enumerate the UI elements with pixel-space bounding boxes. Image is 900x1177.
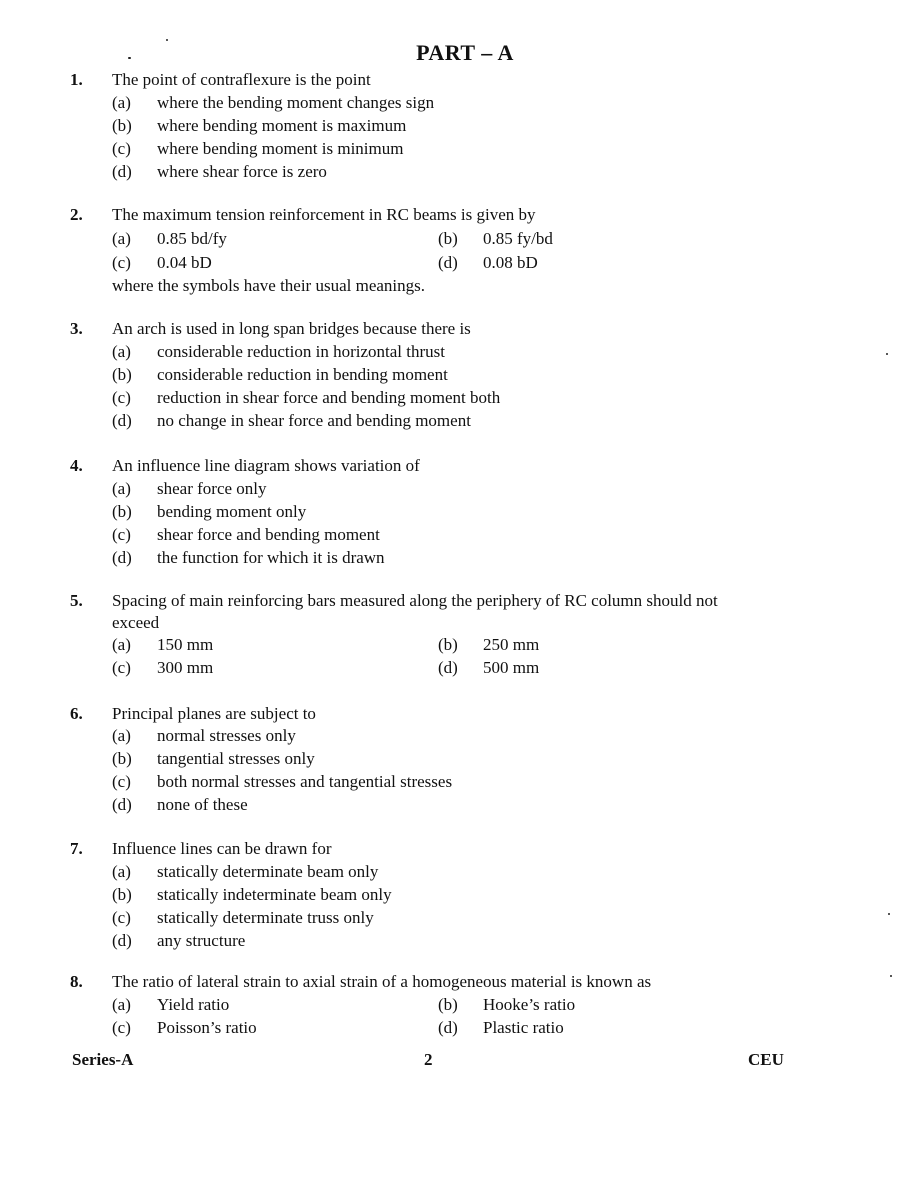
option-text: Poisson’s ratio	[157, 1018, 257, 1037]
option-text: statically indeterminate beam only	[157, 885, 392, 904]
option-text: 300 mm	[157, 658, 214, 677]
option-text: any structure	[157, 931, 246, 950]
option-row	[112, 228, 712, 251]
option-row	[112, 115, 712, 138]
option-b[interactable]	[438, 634, 539, 657]
option-row	[112, 364, 712, 387]
option-label: (c)	[112, 658, 131, 677]
option-row	[112, 387, 712, 410]
option-c[interactable]	[112, 524, 380, 547]
option-text: 500 mm	[483, 658, 540, 677]
option-c[interactable]	[112, 907, 374, 930]
option-text: statically determinate truss only	[157, 908, 374, 927]
option-c[interactable]	[112, 138, 403, 161]
option-c[interactable]	[112, 771, 452, 794]
option-label: (a)	[112, 635, 131, 654]
option-text: 0.85 fy/bd	[483, 229, 553, 248]
option-b[interactable]	[112, 364, 448, 387]
option-text: where bending moment is maximum	[157, 116, 407, 135]
option-text: considerable reduction in horizontal thrust	[157, 342, 445, 361]
option-label: (b)	[112, 885, 132, 904]
option-row	[112, 410, 712, 433]
question-stem: The point of contraflexure is the point	[112, 70, 371, 89]
option-label: (d)	[438, 253, 458, 272]
option-b[interactable]	[112, 501, 306, 524]
part-title: PART – A	[416, 40, 514, 65]
footer-code: CEU	[748, 1050, 784, 1069]
option-text: 0.85 bd/fy	[157, 229, 227, 248]
option-label: (c)	[112, 253, 131, 272]
option-row	[112, 994, 712, 1017]
question-number: 3.	[70, 319, 83, 338]
footer-series: Series-A	[72, 1050, 134, 1069]
option-b[interactable]	[112, 884, 392, 907]
option-text: reduction in shear force and bending moment both	[157, 388, 501, 407]
option-row	[112, 252, 712, 275]
option-text: both normal stresses and tangential stresses	[157, 772, 453, 791]
option-row	[112, 861, 712, 884]
option-a[interactable]	[112, 725, 296, 748]
question-note: where the symbols have their usual meanings.	[112, 276, 426, 295]
option-label: (a)	[112, 342, 131, 361]
option-a[interactable]	[112, 994, 229, 1017]
option-a[interactable]	[112, 341, 445, 364]
option-row	[112, 524, 712, 547]
option-text: no change in shear force and bending moment	[157, 411, 471, 430]
question-stem-line-1: Spacing of main reinforcing bars measured along the periphery of RC column should not	[112, 591, 718, 610]
option-label: (a)	[112, 726, 131, 745]
option-text: Plastic ratio	[483, 1018, 564, 1037]
option-row	[112, 748, 712, 771]
option-row	[112, 161, 712, 184]
scan-speck	[888, 913, 890, 915]
option-label: (a)	[112, 229, 131, 248]
option-text: shear force and bending moment	[157, 525, 380, 544]
option-d[interactable]	[438, 657, 539, 680]
option-row	[112, 725, 712, 748]
question-number: 6.	[70, 704, 83, 723]
option-row	[112, 794, 712, 817]
option-d[interactable]	[438, 252, 538, 275]
option-d[interactable]	[438, 1017, 564, 1040]
option-d[interactable]	[112, 410, 471, 433]
option-label: (a)	[112, 862, 131, 881]
option-text: 0.04 bD	[157, 253, 212, 272]
option-b[interactable]	[112, 748, 315, 771]
option-row	[112, 478, 712, 501]
option-label: (c)	[112, 388, 131, 407]
option-text: 150 mm	[157, 635, 214, 654]
option-label: (b)	[112, 502, 132, 521]
option-a[interactable]	[112, 478, 267, 501]
option-label: (a)	[112, 93, 131, 112]
option-row	[112, 907, 712, 930]
option-a[interactable]	[112, 92, 434, 115]
option-d[interactable]	[112, 930, 245, 953]
option-label: (b)	[112, 116, 132, 135]
option-row	[112, 92, 712, 115]
option-text: where shear force is zero	[157, 162, 327, 181]
question-number: 2.	[70, 205, 83, 224]
question-stem: The maximum tension reinforcement in RC beams is given by	[112, 205, 536, 224]
option-label: (d)	[112, 411, 132, 430]
option-a[interactable]	[112, 228, 227, 251]
question-number: 5.	[70, 591, 83, 610]
option-row	[112, 930, 712, 953]
option-label: (d)	[112, 931, 132, 950]
option-text: where bending moment is minimum	[157, 139, 404, 158]
question-number: 1.	[70, 70, 83, 89]
option-label: (c)	[112, 139, 131, 158]
option-label: (b)	[438, 229, 458, 248]
question-number: 7.	[70, 839, 83, 858]
option-d[interactable]	[112, 161, 327, 184]
option-c[interactable]	[112, 657, 213, 680]
option-text: considerable reduction in bending moment	[157, 365, 448, 384]
option-text: none of these	[157, 795, 248, 814]
option-row	[112, 341, 712, 364]
option-text: Hooke’s ratio	[483, 995, 576, 1014]
option-text: normal stresses only	[157, 726, 296, 745]
scan-speck	[890, 975, 892, 977]
option-label: (b)	[438, 635, 458, 654]
option-text: statically determinate beam only	[157, 862, 379, 881]
option-label: (a)	[112, 995, 131, 1014]
option-label: (c)	[112, 772, 131, 791]
option-b[interactable]	[112, 115, 406, 138]
option-row	[112, 634, 712, 657]
option-row	[112, 884, 712, 907]
option-label: (c)	[112, 525, 131, 544]
option-a[interactable]	[112, 634, 213, 657]
option-c[interactable]	[112, 387, 500, 410]
option-a[interactable]	[112, 861, 378, 884]
option-b[interactable]	[438, 228, 553, 251]
option-row	[112, 138, 712, 161]
question-stem: Principal planes are subject to	[112, 704, 316, 723]
scan-speck	[886, 353, 888, 355]
option-label: (b)	[112, 749, 132, 768]
option-text: bending moment only	[157, 502, 307, 521]
question-number: 4.	[70, 456, 83, 475]
option-row	[112, 547, 712, 570]
question-stem: The ratio of lateral strain to axial strain of a homogeneous material is known as	[112, 972, 652, 991]
option-c[interactable]	[112, 1017, 257, 1040]
option-b[interactable]	[438, 994, 575, 1017]
option-label: (c)	[112, 908, 131, 927]
option-label: (a)	[112, 479, 131, 498]
option-text: the function for which it is drawn	[157, 548, 385, 567]
question-stem: An arch is used in long span bridges because there is	[112, 319, 471, 338]
option-d[interactable]	[112, 547, 385, 570]
question-stem-line-2: exceed	[112, 613, 160, 632]
option-row	[112, 771, 712, 794]
option-text: 0.08 bD	[483, 253, 538, 272]
option-text: tangential stresses only	[157, 749, 315, 768]
option-text: Yield ratio	[157, 995, 230, 1014]
option-text: 250 mm	[483, 635, 540, 654]
footer-page-number: 2	[424, 1050, 433, 1069]
option-label: (d)	[112, 162, 132, 181]
option-label: (b)	[112, 365, 132, 384]
option-label: (d)	[438, 1018, 458, 1037]
option-label: (c)	[112, 1018, 131, 1037]
option-label: (d)	[112, 795, 132, 814]
option-text: shear force only	[157, 479, 267, 498]
option-row	[112, 501, 712, 524]
option-d[interactable]	[112, 794, 248, 817]
option-text: where the bending moment changes sign	[157, 93, 435, 112]
option-row	[112, 657, 712, 680]
option-label: (d)	[438, 658, 458, 677]
option-row	[112, 1017, 712, 1040]
question-stem: Influence lines can be drawn for	[112, 839, 332, 858]
question-stem: An influence line diagram shows variation of	[112, 456, 420, 475]
option-c[interactable]	[112, 252, 212, 275]
question-number: 8.	[70, 972, 83, 991]
option-label: (b)	[438, 995, 458, 1014]
option-label: (d)	[112, 548, 132, 567]
